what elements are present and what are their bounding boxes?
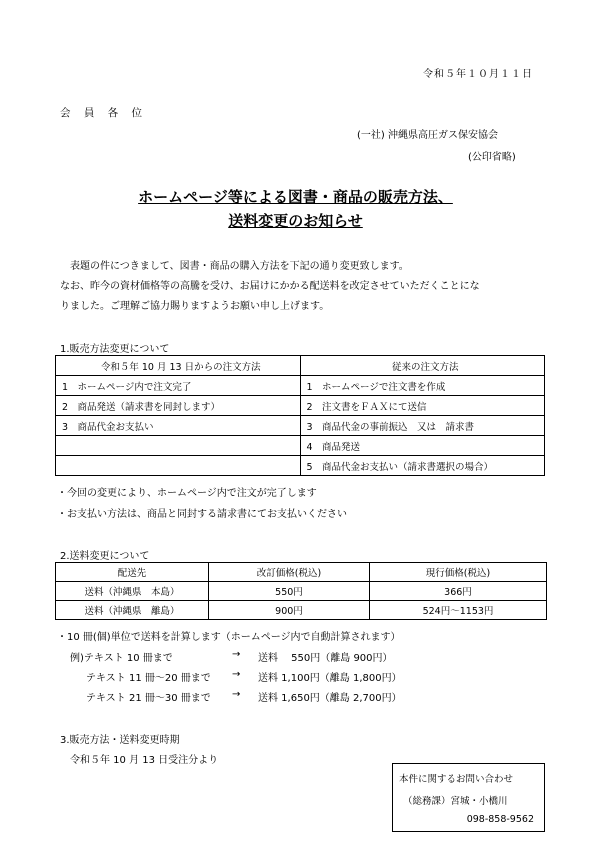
order-method-table xyxy=(55,355,545,476)
section3-heading: 3.販売方法・送料変更時期 xyxy=(60,735,180,746)
new-method-header: 令和５年 10 月 13 日からの注文方法 xyxy=(56,356,301,376)
arrow-icon: → xyxy=(232,689,241,700)
intro-line-2: なお、昨今の資材価格等の高騰を受け、お届けにかかる配送料を改定させていただくことにな xyxy=(60,281,480,292)
shipping-fee-table xyxy=(55,562,547,620)
destination-cell: 送料（沖縄県 離島） xyxy=(56,601,209,620)
example-label: 例)テキスト 10 冊まで xyxy=(70,653,173,664)
current-price-cell: 366円 xyxy=(370,582,547,601)
table-row xyxy=(56,456,545,476)
section2-note: ・10 冊(個)単位で送料を計算します（ホームページ内で自動計算されます） xyxy=(57,632,401,643)
contact-title: 本件に関するお問い合わせ xyxy=(399,774,514,785)
destination-cell: 送料（沖縄県 本島） xyxy=(56,582,209,601)
section1-heading: 1.販売方法変更について xyxy=(60,344,170,355)
old-method-cell: 1 ホームページで注文書を作成 xyxy=(300,376,545,396)
table-row xyxy=(56,376,545,396)
arrow-icon: → xyxy=(232,669,241,680)
old-method-cell: 2 注文書をＦＡＸにて送信 xyxy=(300,396,545,416)
section1-note-1: ・今回の変更により、ホームページ内で注文が完了します xyxy=(57,488,317,499)
old-method-header: 従来の注文方法 xyxy=(300,356,545,376)
table-row xyxy=(56,416,545,436)
new-method-cell: 2 商品発送（請求書を同封します） xyxy=(56,396,301,416)
arrow-icon: → xyxy=(232,649,241,660)
example-fee: 送料 550円（離島 900円） xyxy=(258,653,393,664)
current-price-cell: 524円〜1153円 xyxy=(370,601,547,620)
new-method-cell: 1 ホームページ内で注文完了 xyxy=(56,376,301,396)
issue-date: 令和５年１０月１１日 xyxy=(423,69,533,80)
table-header-row xyxy=(56,563,547,582)
effective-date: 令和５年 10 月 13 日受注分より xyxy=(70,755,219,766)
contact-department: （総務課）宮城・小橋川 xyxy=(403,796,508,807)
section2-heading: 2.送料変更について xyxy=(60,551,150,562)
current-price-header: 現行価格(税込) xyxy=(370,563,547,582)
new-method-cell xyxy=(56,436,301,456)
example-label: テキスト 21 冊〜30 冊まで xyxy=(86,693,211,704)
revised-price-cell: 550円 xyxy=(209,582,370,601)
table-row xyxy=(56,582,547,601)
table-row xyxy=(56,436,545,456)
contact-box xyxy=(392,763,545,832)
intro-line-1: 表題の件につきまして、図書・商品の購入方法を下記の通り変更致します。 xyxy=(60,261,409,272)
revised-price-cell: 900円 xyxy=(209,601,370,620)
intro-line-3: りました。ご理解ご協力賜りますようお願い申し上げます。 xyxy=(60,301,330,312)
sender-organization: (一社) 沖縄県高圧ガス保安協会 xyxy=(357,130,498,141)
example-fee: 送料 1,650円（離島 2,700円） xyxy=(258,693,402,704)
contact-phone: 098-858-9562 xyxy=(466,814,534,825)
old-method-cell: 4 商品発送 xyxy=(300,436,545,456)
addressee: 会 員 各 位 xyxy=(60,107,148,119)
section1-note-2: ・お支払い方法は、商品と同封する請求書にてお支払いください xyxy=(57,509,347,520)
example-fee: 送料 1,100円（離島 1,800円） xyxy=(258,673,402,684)
revised-price-header: 改訂価格(税込) xyxy=(209,563,370,582)
old-method-cell: 3 商品代金の事前振込 又は 請求書 xyxy=(300,416,545,436)
table-row xyxy=(56,601,547,620)
new-method-cell xyxy=(56,456,301,476)
table-header-row xyxy=(56,356,545,376)
document-title-line1: ホームページ等による図書・商品の販売方法、 xyxy=(138,188,453,206)
table-row xyxy=(56,396,545,416)
destination-header: 配送先 xyxy=(56,563,209,582)
example-label: テキスト 11 冊〜20 冊まで xyxy=(86,673,211,684)
old-method-cell: 5 商品代金お支払い（請求書選択の場合） xyxy=(300,456,545,476)
seal-omitted-note: (公印省略) xyxy=(468,152,516,163)
new-method-cell: 3 商品代金お支払い xyxy=(56,416,301,436)
document-title-line2: 送料変更のお知らせ xyxy=(228,212,363,230)
